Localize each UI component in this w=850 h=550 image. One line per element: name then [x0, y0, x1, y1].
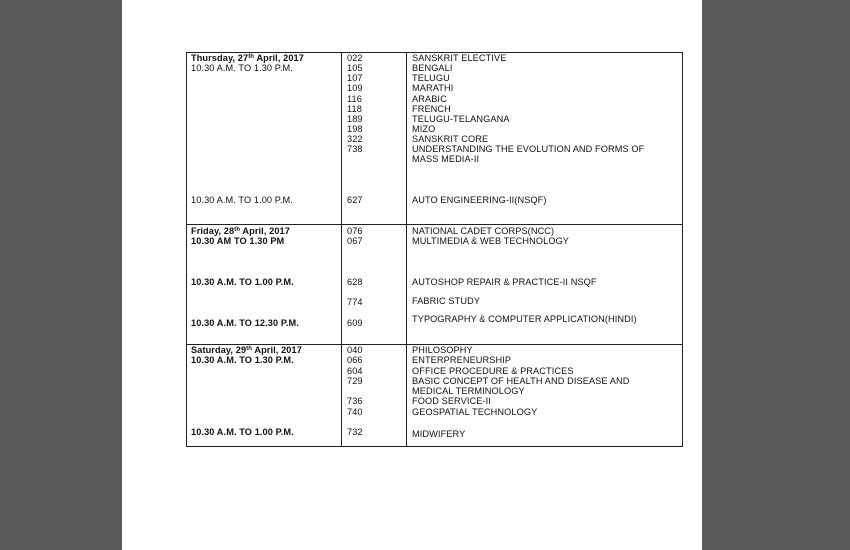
subject-code: 628 [347, 277, 363, 287]
subject-code: 040 [347, 345, 363, 355]
row-divider [186, 224, 683, 225]
date-heading: Friday, 28th April, 2017 [191, 226, 290, 236]
date-heading: Saturday, 29th April, 2017 [191, 345, 302, 355]
subject-code: 732 [347, 427, 363, 437]
subject-name: MULTIMEDIA & WEB TECHNOLOGY [412, 236, 570, 246]
subject-name: TYPOGRAPHY & COMPUTER APPLICATION(HINDI) [412, 314, 637, 324]
time-slot: 10.30 A.M. TO 1.30 P.M. [191, 355, 294, 365]
subject-name: ARABIC [412, 94, 447, 104]
subject-code: 738 [347, 144, 363, 154]
subject-code: 107 [347, 73, 363, 83]
time-slot: 10.30 A.M. TO 1.00 P.M. [191, 195, 293, 205]
subject-name: MARATHI [412, 83, 454, 93]
subject-code: 604 [347, 366, 363, 376]
subject-name: FOOD SERVICE-II [412, 396, 491, 406]
subject-name-continued: MASS MEDIA-II [412, 154, 480, 164]
subject-name: BENGALI [412, 63, 453, 73]
time-slot: 10.30 A.M. TO 1.00 P.M. [191, 427, 294, 437]
time-slot: 10.30 A.M. TO 1.30 P.M. [191, 63, 293, 73]
subject-code: 022 [347, 53, 363, 63]
subject-name: AUTO ENGINEERING-II(NSQF) [412, 195, 547, 205]
column-divider [341, 52, 342, 447]
time-slot: 10.30 A.M. TO 12.30 P.M. [191, 318, 299, 328]
subject-name: FRENCH [412, 104, 451, 114]
subject-name: MIDWIFERY [412, 429, 466, 439]
subject-code: 118 [347, 104, 362, 114]
subject-name: NATIONAL CADET CORPS(NCC) [412, 226, 555, 236]
subject-name: TELUGU [412, 73, 450, 83]
column-divider [406, 52, 407, 447]
subject-code: 740 [347, 407, 363, 417]
time-slot: 10.30 AM TO 1.30 PM [191, 236, 285, 246]
subject-code: 322 [347, 134, 363, 144]
subject-name: BASIC CONCEPT OF HEALTH AND DISEASE AND [412, 376, 630, 386]
subject-name: PHILOSOPHY [412, 345, 473, 355]
subject-name: FABRIC STUDY [412, 296, 481, 306]
subject-name: UNDERSTANDING THE EVOLUTION AND FORMS OF [412, 144, 645, 154]
subject-name: TELUGU-TELANGANA [412, 114, 510, 124]
subject-name: OFFICE PROCEDURE & PRACTICES [412, 366, 574, 376]
subject-code: 627 [347, 195, 363, 205]
subject-code: 609 [347, 318, 363, 328]
subject-code: 736 [347, 396, 363, 406]
subject-code: 774 [347, 297, 363, 307]
subject-code: 189 [347, 114, 363, 124]
subject-name: GEOSPATIAL TECHNOLOGY [412, 407, 538, 417]
subject-code: 067 [347, 236, 363, 246]
subject-code: 066 [347, 355, 363, 365]
subject-code: 198 [347, 124, 363, 134]
subject-name-continued: MEDICAL TERMINOLOGY [412, 386, 525, 396]
subject-name: AUTOSHOP REPAIR & PRACTICE-II NSQF [412, 277, 597, 287]
date-heading: Thursday, 27th April, 2017 [191, 53, 304, 63]
subject-code: 109 [347, 83, 363, 93]
subject-name: SANSKRIT ELECTIVE [412, 53, 507, 63]
subject-code: 729 [347, 376, 363, 386]
subject-name: ENTERPRENEURSHIP [412, 355, 512, 365]
subject-name: MIZO [412, 124, 436, 134]
subject-code: 076 [347, 226, 363, 236]
subject-name: SANSKRIT CORE [412, 134, 489, 144]
subject-code: 116 [347, 94, 362, 104]
subject-code: 105 [347, 63, 363, 73]
time-slot: 10.30 A.M. TO 1.00 P.M. [191, 277, 294, 287]
